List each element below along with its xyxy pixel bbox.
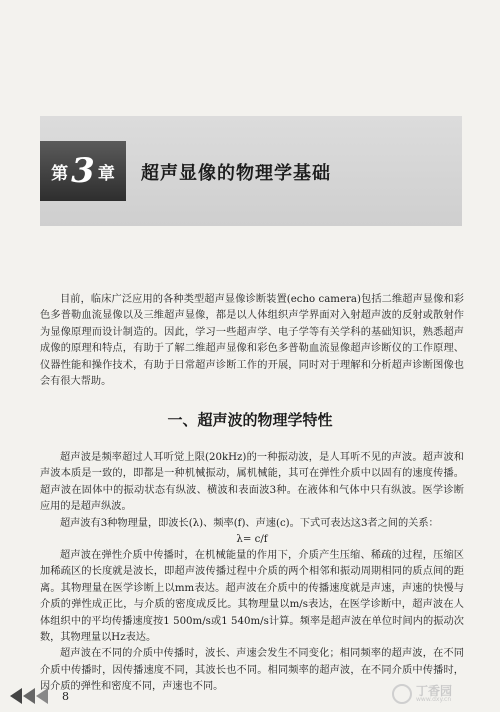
body-paragraph: 超声波是频率超过人耳听觉上限(20kHz)的一种振动波，是人耳听不见的声波。超声波和声波本质是一致的，即都是一种机械振动，属机械能，其可在弹性介质中以固有的速度传播。超声波在固体中的振动状态有纵波、横波和表面波3种。在液体和气体中只有纵波。医学诊断应用的是超声纵波。 [40,452,464,513]
body-paragraph: 超声波在弹性介质中传播时，在机械能量的作用下，介质产生压缩、稀疏的过程，压缩区加稀疏区的长度就是波长，即超声波传播过程中介质的两个相邻和振动周期相同的质点间的距离。其物理量在医学诊断上以mm表达。超声波在介质中的传播速度就是声速，声速的快慢与介质的弹性成正比，与介质的密度成反比。其物理量以m/s表达，在医学诊断中，超声波在人体组织中的平均传播速度按1 500m/s或1 540m/s计算。频率是超声波在单位时间内的振动次数，其物理量以Hz表达。 [40,550,464,644]
watermark-text: 丁香园 [416,684,453,698]
chapter-number: 3 [71,151,95,191]
chapter-title: 超声显像的物理学基础 [141,163,331,184]
section-body [40,450,464,696]
chapter-suffix: 章 [97,163,115,184]
watermark-url: www.dxy.cn [416,696,452,703]
body-paragraph: 超声波有3种物理量，即波长(λ)、频率(f)、声速(c)。下式可表达这3者之间的关系： [60,517,439,529]
watermark [392,684,452,704]
body-paragraph: 超声波在不同的介质中传播时，波长、声速会发生不同变化；相同频率的超声波，在不同介质中传播时，因传播速度不同，其波长也不同。相同频率的超声波，在不同介质中传播时，因介质的弹性和密度不同，声速也不同。 [40,648,464,693]
page-arrows-icon [10,688,48,704]
intro-paragraph: 目前，临床广泛应用的各种类型超声显像诊断装置(echo camera)包括二维超声显像和彩色多普勒血流显像以及三维超声显像，都是以人体组织声学界面对入射超声波的反射或散射作为显像原理而设计制造的。因此，学习一些超声学、电子学等有关学科的基础知识，熟悉超声成像的原理和特点，有助于了解二维超声显像和彩色多普勒血流显像超声诊断仪的工作原理、仪器性能和操作技术，有助于日常超声诊断工作的开展，同时对于理解和分析超声诊断图像也会有很大帮助。 [40,294,464,388]
section-heading: 一、超声波的物理学特性 [167,411,333,429]
watermark-logo-icon [392,684,412,704]
chapter-label [40,141,126,201]
formula: λ= c/f [236,534,268,546]
page-number: 8 [62,690,69,703]
chapter-prefix: 第 [51,163,69,184]
